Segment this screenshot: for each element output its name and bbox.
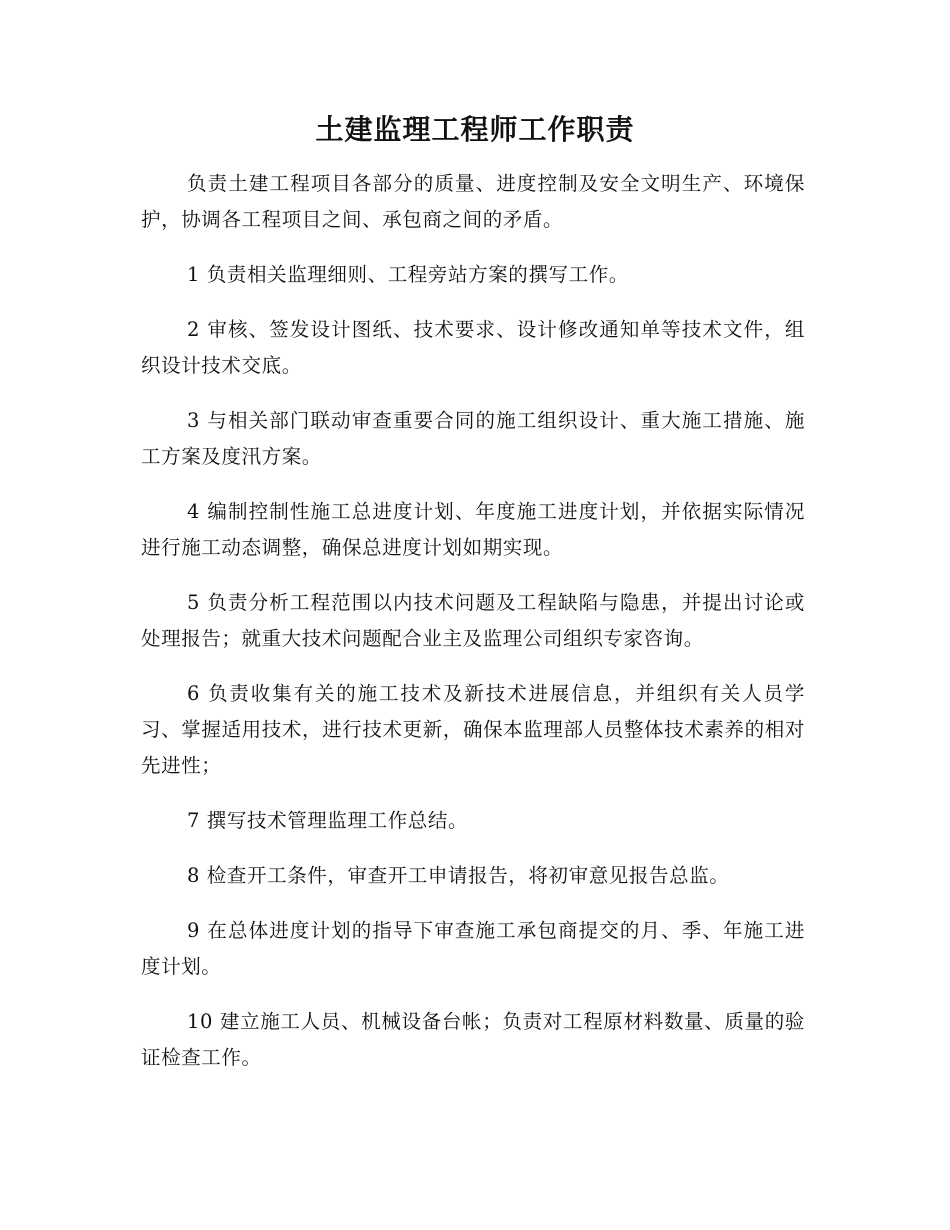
duty-item-8: 8 检查开工条件，审查开工申请报告，将初审意见报告总监。 xyxy=(187,864,730,887)
duty-item-7: 7 撰写技术管理监理工作总结。 xyxy=(187,809,469,832)
duty-item-2: 2 审核、签发设计图纸、技术要求、设计修改通知单等技术文件，组织设计技术交底。 xyxy=(141,318,805,377)
duty-item-4: 4 编制控制性施工总进度计划、年度施工进度计划，并依据实际情况进行施工动态调整，确保总进度计划如期实现。 xyxy=(141,500,805,559)
duty-item-10: 10 建立施工人员、机械设备台帐；负责对工程原材料数量、质量的验证检查工作。 xyxy=(141,1010,805,1069)
duty-item-5: 5 负责分析工程范围以内技术问题及工程缺陷与隐患，并提出讨论或处理报告；就重大技术问题配合业主及监理公司组织专家咨询。 xyxy=(141,591,805,650)
duty-item-9: 9 在总体进度计划的指导下审查施工承包商提交的月、季、年施工进度计划。 xyxy=(141,919,805,978)
document-title: 土建监理工程师工作职责 xyxy=(315,113,635,146)
duty-item-3: 3 与相关部门联动审查重要合同的施工组织设计、重大施工措施、施工方案及度汛方案。 xyxy=(141,409,805,468)
duty-item-1: 1 负责相关监理细则、工程旁站方案的撰写工作。 xyxy=(187,263,629,286)
intro-paragraph: 负责土建工程项目各部分的质量、进度控制及安全文明生产、环境保护，协调各工程项目之间、承包商之间的矛盾。 xyxy=(141,172,805,231)
document-body xyxy=(141,166,805,1095)
duty-item-6: 6 负责收集有关的施工技术及新技术进展信息，并组织有关人员学习、掌握适用技术，进行技术更新，确保本监理部人员整体技术素养的相对先进性； xyxy=(141,682,805,777)
